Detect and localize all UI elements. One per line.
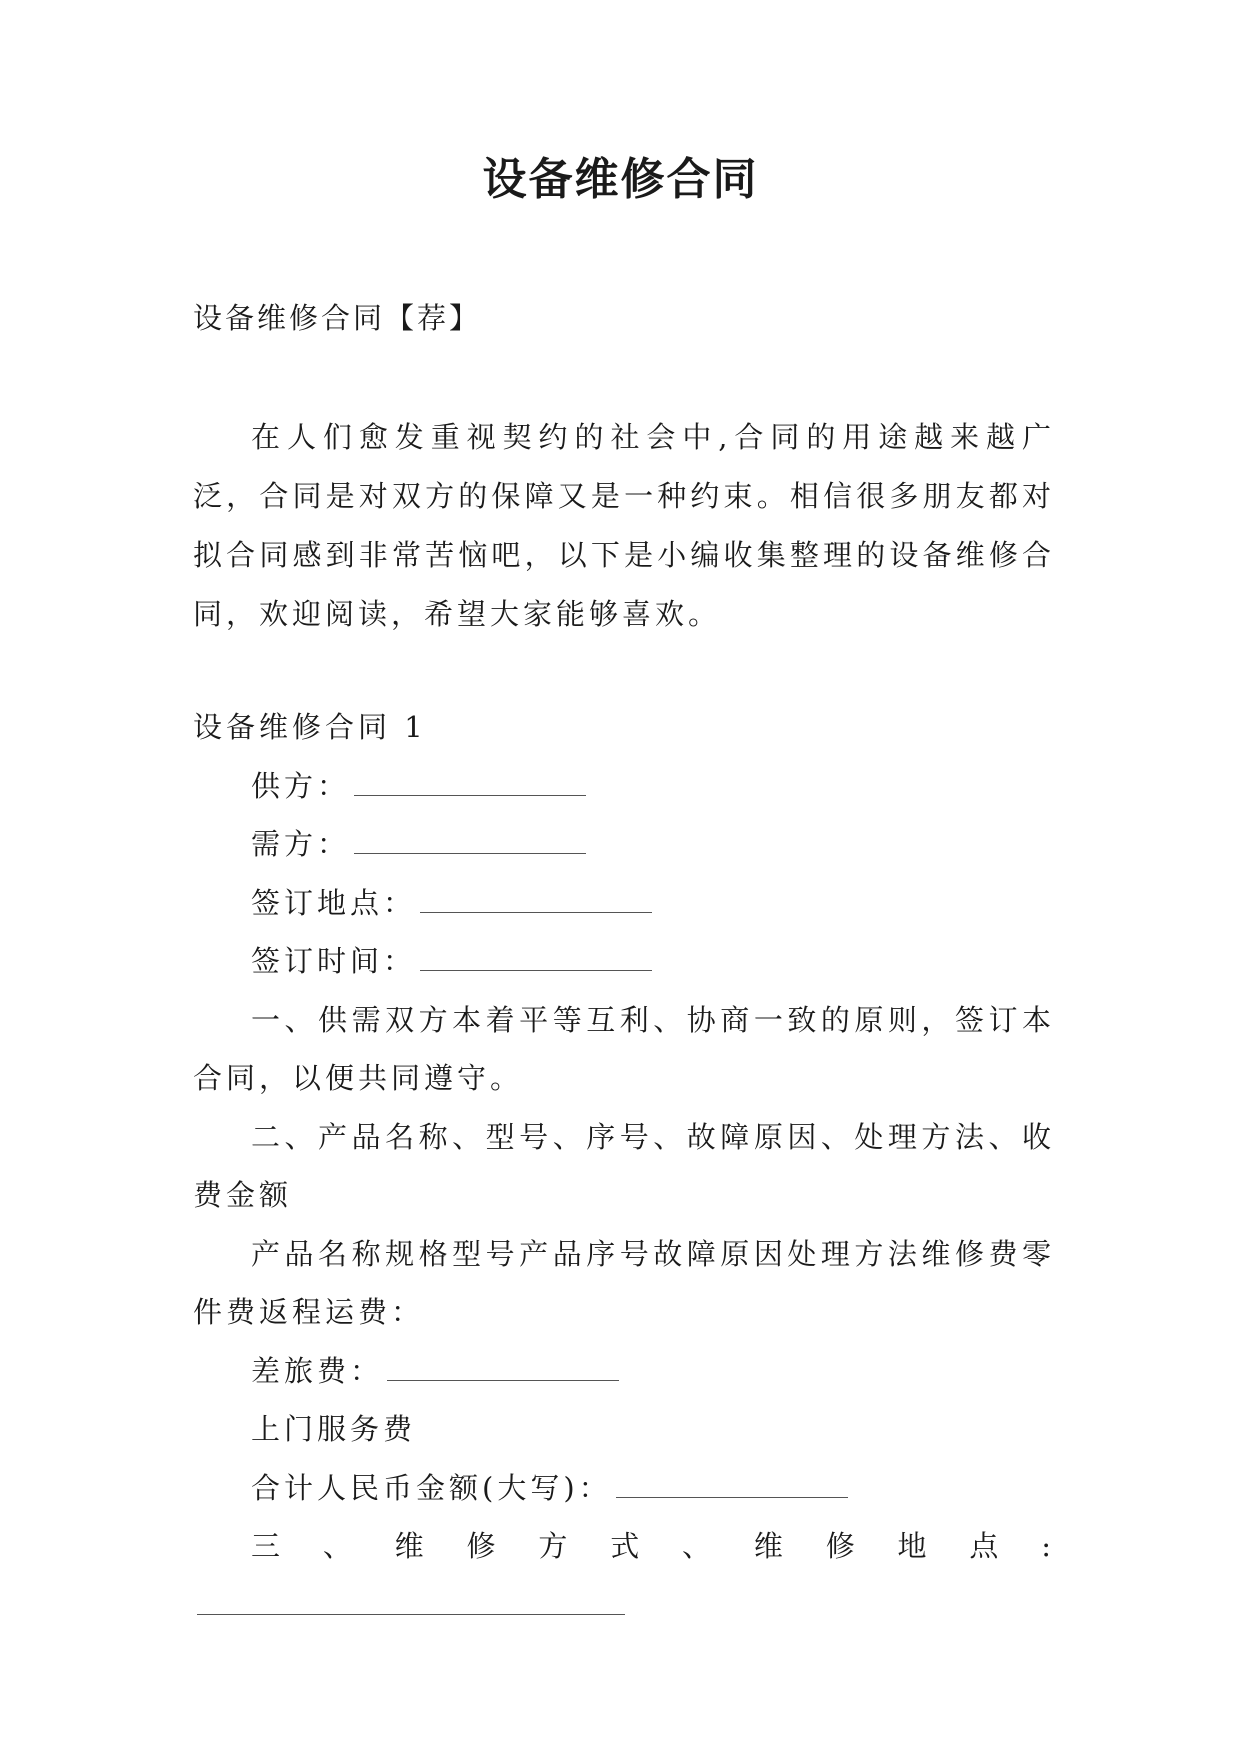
clause-2-detail: 产品名称规格型号产品序号故障原因处理方法维修费零件费返程运费： (193, 1236, 1055, 1329)
document-subtitle: 设备维修合同【荐】 (193, 301, 482, 335)
clause-1: 一、供需双方本着平等互利、协商一致的原则，签订本合同，以便共同遵守。 (193, 1002, 1055, 1095)
signing-place-label: 签订地点： (251, 885, 417, 920)
total-amount-blank[interactable] (616, 1475, 848, 1498)
signing-place-blank[interactable] (420, 890, 652, 913)
section-heading: 设备维修合同 1 (193, 710, 427, 744)
buyer-field (193, 815, 1055, 874)
signing-time-field (193, 932, 1055, 991)
onsite-fee-line: 上门服务费 (251, 1412, 417, 1446)
total-amount-field (193, 1459, 1055, 1518)
clause-3-label: 三、维修方式、维修地点: (251, 1529, 1055, 1563)
supplier-blank[interactable] (354, 773, 586, 796)
supplier-field (193, 757, 1055, 816)
signing-place-field (193, 874, 1055, 933)
buyer-blank[interactable] (354, 831, 586, 854)
buyer-label: 需方： (251, 827, 351, 861)
contract-body (193, 698, 1055, 1634)
signing-time-label: 签订时间： (251, 944, 417, 978)
total-amount-label: 合计人民币金额(大写)： (251, 1470, 612, 1505)
signing-time-blank[interactable] (420, 948, 652, 971)
travel-fee-blank[interactable] (387, 1358, 619, 1381)
document-title: 设备维修合同 (482, 154, 759, 205)
clause-3-field (193, 1517, 1055, 1634)
intro-paragraph: 在人们愈发重视契约的社会中,合同的用途越来越广泛，合同是对双方的保障又是一种约束。相信很多朋友都对拟合同感到非常苦恼吧，以下是小编收集整理的设备维修合同，欢迎阅读，希望大家能够喜欢。 (193, 420, 1055, 631)
travel-fee-field (193, 1342, 1055, 1401)
travel-fee-label: 差旅费： (251, 1353, 384, 1388)
clause-3-blank[interactable] (197, 1592, 625, 1615)
clause-2: 二、产品名称、型号、序号、故障原因、处理方法、收费金额 (193, 1119, 1055, 1212)
supplier-label: 供方： (251, 768, 351, 803)
